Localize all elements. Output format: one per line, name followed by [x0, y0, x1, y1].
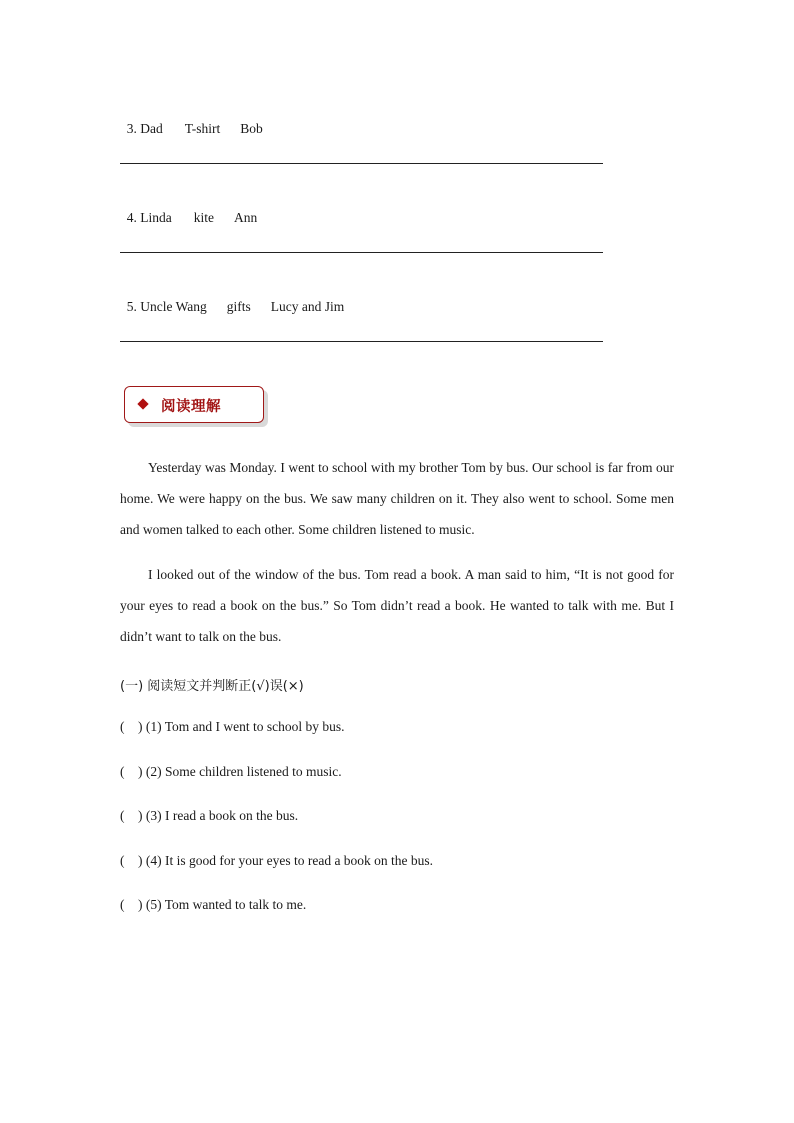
exercise-4-answer-line[interactable]: [120, 252, 603, 253]
exercise-5-subject: 5. Uncle Wang: [126, 299, 207, 314]
section-heading-box: [124, 386, 264, 423]
exercise-5-answer-line[interactable]: [120, 341, 603, 342]
exercise-4-subject: 4. Linda: [126, 210, 172, 225]
exercise-5-word1: gifts: [226, 299, 251, 314]
passage-paragraph-2: I looked out of the window of the bus. Tom read a book. A man said to him, “It is not good for your eyes to read a book on the bus.” So Tom didn’t read a book. He wanted to talk with me. But I didn’t want to talk on the bus.: [120, 567, 674, 644]
exercise-5-prompt: [120, 283, 344, 315]
section-title: 阅读理解: [161, 399, 221, 415]
exercise-3-answer-line[interactable]: [120, 163, 603, 164]
diamond-icon: [137, 398, 148, 409]
exercise-3-word2: Bob: [240, 121, 263, 136]
exercise-3-word1: T-shirt: [184, 121, 221, 136]
question-4[interactable]: ( ) (4) It is good for your eyes to read a book on the bus.: [120, 853, 434, 868]
exercise-3-prompt: [120, 105, 263, 137]
question-5[interactable]: ( ) (5) Tom wanted to talk to me.: [120, 897, 307, 912]
passage-paragraph-1: Yesterday was Monday. I went to school with my brother Tom by bus. Our school is far from our home. We were happy on the bus. We saw many children on it. They also went to school. Some men and women talked to each other. Some children listened to music.: [120, 460, 674, 537]
question-3[interactable]: ( ) (3) I read a book on the bus.: [120, 808, 299, 823]
exercise-4-prompt: [120, 194, 257, 226]
question-1[interactable]: ( ) (1) Tom and I went to school by bus.: [120, 719, 345, 734]
exercise-5-word2: Lucy and Jim: [270, 299, 345, 314]
task-heading: (一) 阅读短文并判断正(√)误(×): [120, 679, 304, 694]
question-2[interactable]: ( ) (2) Some children listened to music.: [120, 764, 342, 779]
exercise-4-word1: kite: [193, 210, 214, 225]
exercise-4-word2: Ann: [234, 210, 258, 225]
exercise-3-subject: 3. Dad: [126, 121, 163, 136]
